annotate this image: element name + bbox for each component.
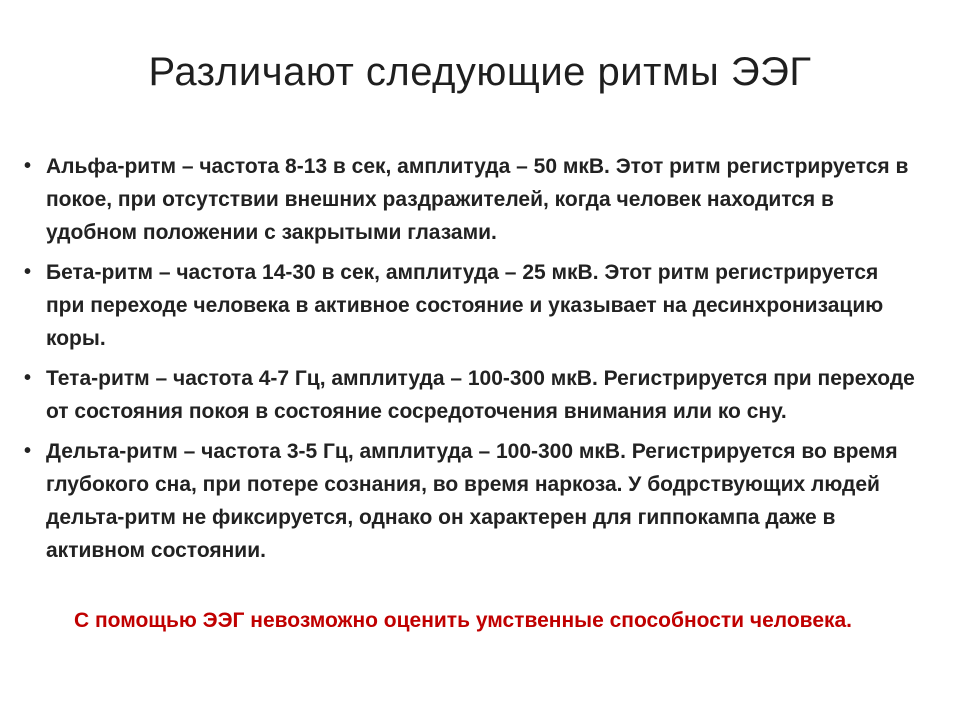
- bullet-dot-icon: •: [24, 155, 32, 177]
- bullet-dot-icon: •: [24, 367, 32, 389]
- bullet-item-delta: [18, 435, 918, 567]
- bullet-list: [18, 150, 918, 574]
- bullet-dot-icon: •: [24, 440, 32, 462]
- conclusion-note: С помощью ЭЭГ невозможно оценить умственные способности человека.: [73, 609, 853, 632]
- bullet-text: Альфа-ритм – частота 8-13 в сек, амплитуда – 50 мкВ. Этот ритм регистрируется в покое, при отсутствии внешних раздражителей, когда человек находится в удобном положении с закрытыми глазами.: [46, 155, 909, 244]
- bullet-text: Тета-ритм – частота 4-7 Гц, амплитуда – 100-300 мкВ. Регистрируется при переходе от состояния покоя в состояние сосредоточения внимания или ко сну.: [46, 367, 915, 423]
- bullet-dot-icon: •: [24, 261, 32, 283]
- bullet-item-beta: [18, 256, 918, 355]
- bullet-text: Бета-ритм – частота 14-30 в сек, амплитуда – 25 мкВ. Этот ритм регистрируется при переходе человека в активное состояние и указывает на десинхронизацию коры.: [46, 261, 884, 350]
- slide-title: Различают следующие ритмы ЭЭГ: [148, 50, 812, 94]
- bullet-item-theta: [18, 362, 918, 428]
- bullet-item-alpha: [18, 150, 918, 249]
- bullet-text: Дельта-ритм – частота 3-5 Гц, амплитуда – 100-300 мкВ. Регистрируется во время глубокого сна, при потере сознания, во время наркоза. У бодрствующих людей дельта-ритм не фиксируется, однако он характерен для гиппокампа даже в активном состоянии.: [46, 440, 898, 562]
